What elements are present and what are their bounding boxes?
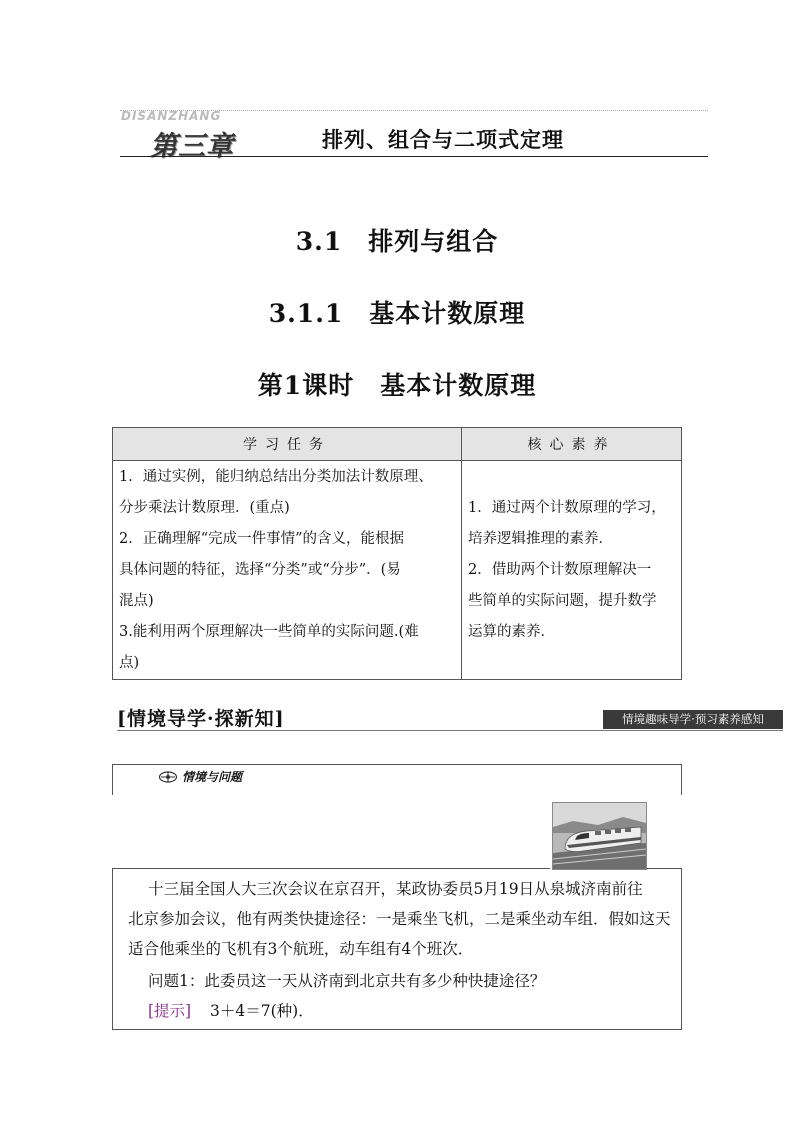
tasks-cell	[113, 461, 462, 680]
train-illustration	[553, 803, 646, 869]
train-photo	[552, 802, 647, 870]
scenario-icon	[158, 771, 178, 783]
scenario-label	[158, 768, 242, 785]
question-1: 问题1：此委员这一天从济南到北京共有多少种快捷途径？	[148, 972, 546, 990]
scenario-box-rule-left	[112, 868, 550, 869]
section-title: 3.1 排列与组合	[295, 227, 499, 256]
header-learning-tasks: 学习任务	[113, 428, 462, 461]
scenario-box-rule-right	[645, 868, 681, 869]
hint-line	[128, 996, 693, 1026]
lesson-title: 第1课时 基本计数原理	[257, 371, 537, 400]
scenario-text-line: 十三届全国人大三次会议在京召开，某政协委员5月19日从泉城济南前往	[148, 880, 643, 898]
literacy-line: 1．通过两个计数原理的学习，	[468, 499, 666, 516]
header-rule	[120, 156, 708, 157]
task-line: 3.能利用两个原理解决一些简单的实际问题.(难	[119, 623, 419, 640]
task-line: 混点)	[119, 592, 154, 609]
literacy-line: 培养逻辑推理的素养．	[468, 530, 613, 547]
task-line: 1．通过实例，能归纳总结出分类加法计数原理、	[119, 468, 433, 485]
task-line: 分步乘法计数原理．(重点)	[119, 499, 290, 516]
literacy-cell	[462, 461, 682, 680]
header-core-literacy: 核心素养	[462, 428, 682, 461]
scenario-label-text: 情境与问题	[182, 770, 243, 784]
chapter-number: 第三章	[150, 131, 234, 162]
literacy-line: 些简单的实际问题，提升数学	[468, 592, 657, 609]
task-line: 具体问题的特征，选择“分类”或“分步”．(易	[119, 561, 401, 578]
task-line: 点)	[119, 654, 140, 671]
subsection-title: 3.1.1 基本计数原理	[268, 299, 526, 328]
chapter-pinyin: DISANZHANG	[121, 109, 222, 123]
section-rule	[117, 730, 783, 731]
literacy-line: 运算的素养．	[468, 623, 555, 640]
scenario-text-line: 北京参加会议，他有两类快捷途径：一是乘坐飞机，二是乘坐动车组．假如这天	[128, 910, 671, 928]
hint-label: [提示]	[148, 1002, 192, 1020]
task-line: 2．正确理解“完成一件事情”的含义，能根据	[119, 530, 405, 547]
section-heading: [情境导学·探新知]	[117, 708, 285, 730]
literacy-line: 2．借助两个计数原理解决一	[468, 561, 652, 578]
chapter-title: 排列、组合与二项式定理	[322, 127, 564, 152]
section-tag: 情境趣味导学·预习素养感知	[603, 710, 783, 729]
learning-table	[112, 427, 682, 680]
hint-text: 3＋4＝7(种)．	[210, 1002, 314, 1020]
scenario-text-line: 适合他乘坐的飞机有3个航班，动车组有4个班次．	[128, 940, 474, 958]
